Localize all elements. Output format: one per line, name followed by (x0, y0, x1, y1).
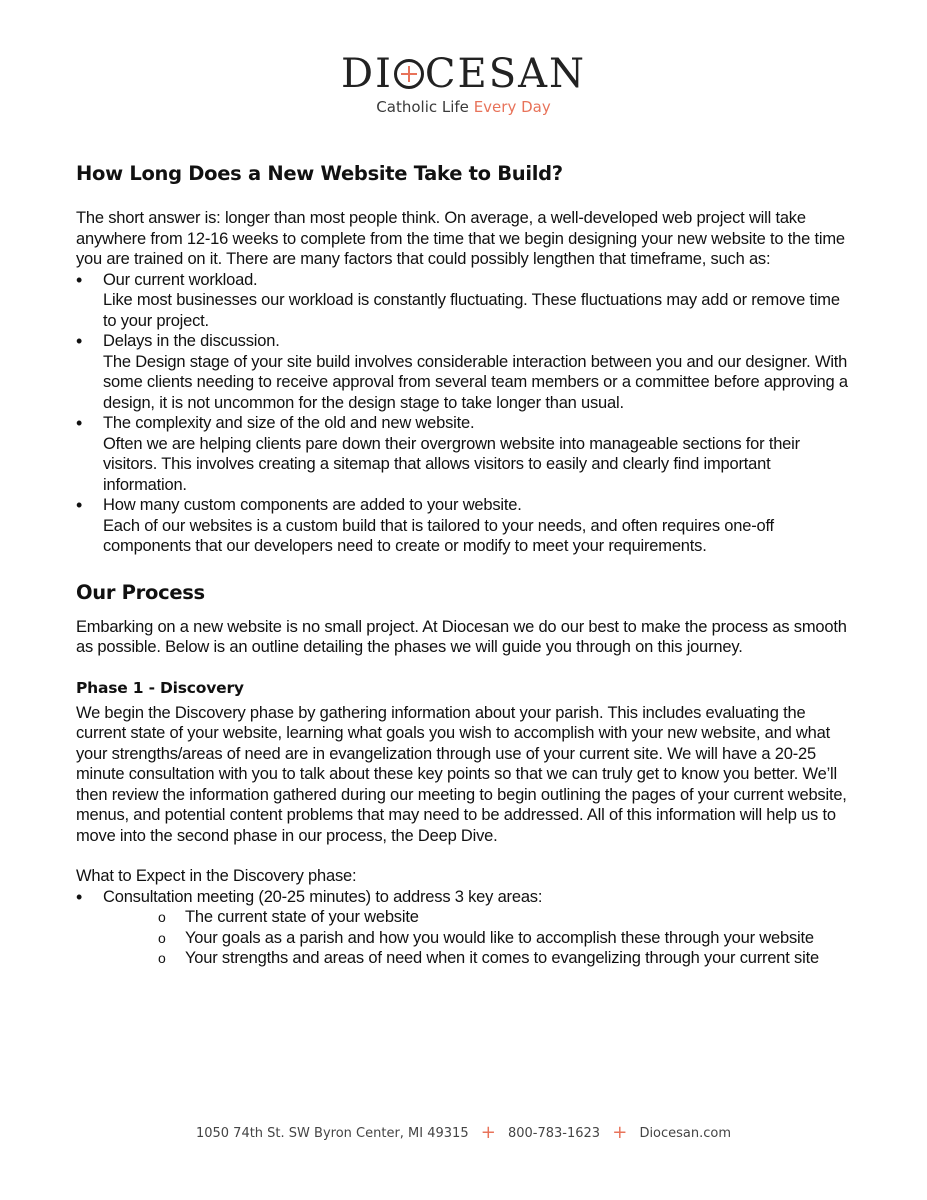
footer-website: Diocesan.com (639, 1126, 732, 1141)
footer-phone: 800-783-1623 (507, 1126, 601, 1141)
section-title-build-time: How Long Does a New Website Take to Build? (76, 162, 563, 185)
section-title-process: Our Process (76, 580, 205, 604)
logo-cross-circle-icon (394, 59, 424, 89)
plus-separator-icon: + (480, 1122, 496, 1143)
factors-list (76, 270, 856, 557)
factor-title: • The complexity and size of the old and new website. (103, 414, 475, 432)
spacer (76, 846, 856, 866)
logo-tagline (0, 98, 927, 116)
factor-title: • Our current workload. (103, 270, 258, 289)
footer-address: 1050 74th St. SW Byron Center, MI 49315 (195, 1126, 469, 1141)
diocesan-logo (0, 52, 927, 116)
key-areas-list (76, 907, 856, 969)
process-intro: Embarking on a new website is no small project. At Diocesan we do our best to make the process as smooth as possible. Below is an outline detailing the phases we will guide you through on this journey. (76, 617, 847, 656)
page-footer (0, 1122, 927, 1143)
phase1-body: We begin the Discovery phase by gathering information about your parish. This includes evaluating the current state of your website, learning what goals you wish to accomplish with your new website, and what your strengths/areas of need are in evangelization through use of your current site. We will have a 20-25 minute consultation with you to talk about these key points so that we can truly get to know you better. We’ll then review the information gathered during our meeting to begin outlining the pages of your current website, menus, and potential content problems that may need to be addressed. All of this information will help us to move into the second phase in our process, the Deep Dive. (76, 703, 847, 845)
factor-title: • Delays in the discussion. (103, 332, 280, 350)
build-time-intro: The short answer is: longer than most people think. On average, a well-developed web project will take anywhere from 12-16 weeks to complete from the time that we begin designing your new website to the time you are trained on it. There are many factors that could possibly lengthen that timeframe, such as: (76, 209, 845, 268)
factor-title: • How many custom components are added to your website. (103, 496, 522, 514)
expect-item-text: • Consultation meeting (20-25 minutes) to address 3 key areas: (103, 887, 543, 906)
phase1-title: Phase 1 - Discovery (76, 678, 244, 697)
key-area-item: o The current state of your website (158, 907, 856, 928)
expect-list (76, 887, 856, 908)
factor-detail: Each of our websites is a custom build that is tailored to your needs, and often requires one-off components that our developers need to create or modify to meet your requirements. (103, 516, 774, 555)
logo-text-right: CESAN (424, 51, 586, 97)
factor-item (76, 331, 856, 413)
factor-detail: Like most businesses our workload is constantly fluctuating. These fluctuations may add or remove time to your project. (103, 291, 840, 330)
key-area-item: o Your goals as a parish and how you would like to accomplish these through your website (158, 928, 856, 949)
expect-item (76, 887, 856, 908)
logo-text-left: DI (341, 51, 393, 97)
factor-detail: The Design stage of your site build involves considerable interaction between you and our designer. With some clients needing to receive approval from several team members or a committee before approving a design, it is not uncommon for the design stage to take longer than usual. (103, 352, 848, 412)
logo-wordmark (341, 52, 586, 96)
key-area-item: o Your strengths and areas of need when it comes to evangelizing through your current site (158, 948, 856, 969)
plus-separator-icon: + (612, 1122, 628, 1143)
phase1-expect-label: What to Expect in the Discovery phase: (76, 867, 357, 885)
factor-item (76, 270, 856, 332)
tagline-main: Catholic Life (376, 98, 474, 116)
tagline-accent: Every Day (473, 98, 551, 116)
document-content (76, 160, 856, 969)
factor-detail: Often we are helping clients pare down their overgrown website into manageable sections for their visitors. This involves creating a sitemap that allows visitors to easily and clearly find important information. (103, 434, 800, 494)
factor-item (76, 413, 856, 495)
factor-item (76, 495, 856, 557)
